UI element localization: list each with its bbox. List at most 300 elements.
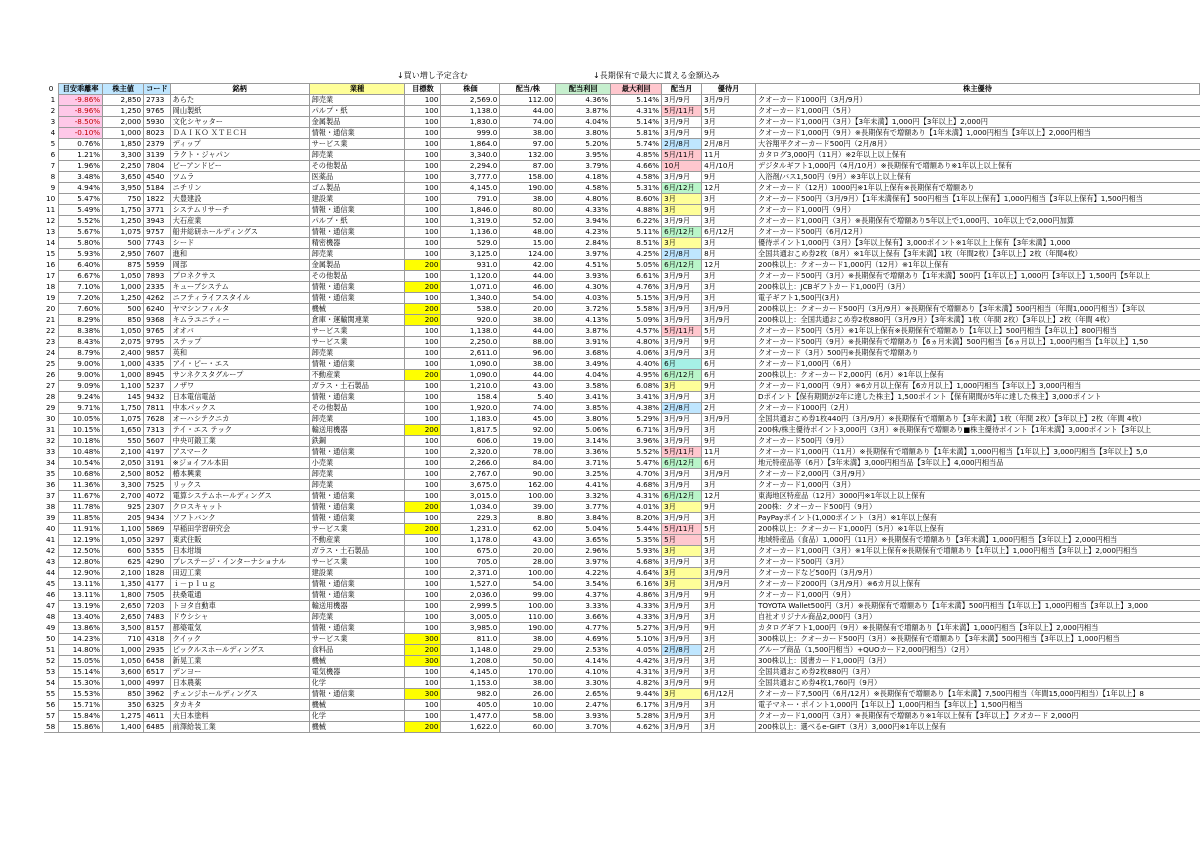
table-row: [44, 315, 1200, 326]
target-shares: 100: [405, 359, 441, 370]
row-no: 39: [44, 513, 59, 524]
dividend-month: 5月/11月: [662, 524, 702, 535]
target-shares: 100: [405, 579, 441, 590]
table-row: [44, 337, 1200, 348]
target-value: 500: [103, 304, 144, 315]
dividend-per-share: 78.00: [500, 447, 556, 458]
target-shares: 300: [405, 689, 441, 700]
max-yield: 4.33%: [611, 612, 662, 623]
target-value: 2,000: [103, 117, 144, 128]
row-no: 4: [44, 128, 59, 139]
max-yield: 4.58%: [611, 172, 662, 183]
row-no: 18: [44, 282, 59, 293]
table-row: [44, 95, 1200, 106]
max-yield: 6.17%: [611, 700, 662, 711]
stock-price: 3,340.0: [441, 150, 500, 161]
benefit-month: 5月: [702, 524, 756, 535]
dividend-per-share: 29.00: [500, 645, 556, 656]
stock-code: 7505: [144, 590, 171, 601]
target-value: 2,100: [103, 568, 144, 579]
benefit-month: 3月: [702, 293, 756, 304]
row-no: 35: [44, 469, 59, 480]
industry: パルプ・紙: [309, 216, 405, 227]
target-value: 3,950: [103, 183, 144, 194]
deviation-rate: 12.50%: [59, 546, 103, 557]
dividend-per-share: 80.00: [500, 205, 556, 216]
stock-code: 8023: [144, 128, 171, 139]
deviation-rate: -8.96%: [59, 106, 103, 117]
target-shares: 100: [405, 194, 441, 205]
dividend-month: 3月/9月: [662, 722, 702, 733]
stock-code: 9765: [144, 326, 171, 337]
industry: 不動産業: [309, 370, 405, 381]
benefit-month: 3月: [702, 667, 756, 678]
dividend-per-share: 90.00: [500, 469, 556, 480]
deviation-rate: 7.60%: [59, 304, 103, 315]
table-row: [44, 249, 1200, 260]
max-yield: 5.35%: [611, 535, 662, 546]
dividend-per-share: 162.00: [500, 480, 556, 491]
row-no: 23: [44, 337, 59, 348]
industry: 建設業: [309, 194, 405, 205]
row-no: 26: [44, 370, 59, 381]
header-notes: [0, 70, 1200, 82]
table-row: [44, 227, 1200, 238]
target-shares: 100: [405, 414, 441, 425]
target-value: 2,075: [103, 337, 144, 348]
table-row: [44, 667, 1200, 678]
max-yield: 5.09%: [611, 315, 662, 326]
dividend-yield: 3.14%: [556, 436, 611, 447]
dividend-per-share: 170.00: [500, 667, 556, 678]
dividend-month: 3月/9月: [662, 480, 702, 491]
stock-price: 920.0: [441, 315, 500, 326]
target-value: 1,400: [103, 722, 144, 733]
table-row: [44, 282, 1200, 293]
benefit-month: 8月: [702, 249, 756, 260]
stock-name: シード: [170, 238, 309, 249]
max-yield: 4.70%: [611, 469, 662, 480]
row-no: 40: [44, 524, 59, 535]
max-yield: 5.10%: [611, 634, 662, 645]
dividend-yield: 3.94%: [556, 216, 611, 227]
row-no: 25: [44, 359, 59, 370]
shareholder-benefit: クオーカード1,000円（9月）: [756, 590, 1200, 601]
table-row: [44, 491, 1200, 502]
stock-code: 2307: [144, 502, 171, 513]
deviation-rate: 10.18%: [59, 436, 103, 447]
stock-name: ＤＡＩＫＯ ＸＴＥＣＨ: [170, 128, 309, 139]
target-shares: 100: [405, 150, 441, 161]
table-row: [44, 205, 1200, 216]
dividend-month: 3月: [662, 546, 702, 557]
max-yield: 4.86%: [611, 590, 662, 601]
stock-price: 1,846.0: [441, 205, 500, 216]
target-shares: 100: [405, 337, 441, 348]
table-row: [44, 194, 1200, 205]
dividend-yield: 2.84%: [556, 238, 611, 249]
stock-price: 1,148.0: [441, 645, 500, 656]
table-row: [44, 678, 1200, 689]
industry: 倉庫・運輸関連業: [309, 315, 405, 326]
dividend-per-share: 58.00: [500, 711, 556, 722]
dividend-month: 5月/11月: [662, 106, 702, 117]
max-yield: 5.11%: [611, 227, 662, 238]
industry: その他製品: [309, 403, 405, 414]
table-row: [44, 568, 1200, 579]
dividend-month: 3月/9月: [662, 612, 702, 623]
target-shares: 100: [405, 381, 441, 392]
benefit-month: 2月: [702, 645, 756, 656]
industry: 金属製品: [309, 260, 405, 271]
deviation-rate: 11.78%: [59, 502, 103, 513]
target-value: 1,350: [103, 579, 144, 590]
stock-code: 7628: [144, 414, 171, 425]
dividend-yield: 2.53%: [556, 645, 611, 656]
dividend-month: 6月/12月: [662, 183, 702, 194]
max-yield: 5.29%: [611, 414, 662, 425]
stock-name: ツムラ: [170, 172, 309, 183]
stock-price: 2,999.5: [441, 601, 500, 612]
dividend-month: 3月: [662, 579, 702, 590]
target-value: 1,250: [103, 106, 144, 117]
row-no: 55: [44, 689, 59, 700]
target-value: 1,050: [103, 656, 144, 667]
stock-name: 船井総研ホールディングス: [170, 227, 309, 238]
stock-name: 大豊建設: [170, 194, 309, 205]
row-no: 6: [44, 150, 59, 161]
dividend-month: 6月/12月: [662, 491, 702, 502]
dividend-per-share: 38.00: [500, 359, 556, 370]
dividend-month: 3月/9月: [662, 700, 702, 711]
stock-code: 7804: [144, 161, 171, 172]
table-row: [44, 183, 1200, 194]
shareholder-benefit: グループ商品（1,500円相当）+QUOカード2,000円相当）（2月）: [756, 645, 1200, 656]
row-no: 13: [44, 227, 59, 238]
industry: パルプ・紙: [309, 106, 405, 117]
deviation-rate: 13.11%: [59, 579, 103, 590]
table-row: [44, 260, 1200, 271]
target-shares: 100: [405, 183, 441, 194]
col-paymonth-header: 配当月: [662, 84, 702, 95]
max-yield: 5.58%: [611, 304, 662, 315]
stock-price: 1,527.0: [441, 579, 500, 590]
dividend-yield: 3.85%: [556, 403, 611, 414]
table-row: [44, 161, 1200, 172]
target-shares: 100: [405, 293, 441, 304]
dividend-yield: 3.30%: [556, 678, 611, 689]
dividend-yield: 4.03%: [556, 293, 611, 304]
shareholder-benefit: クオーカード1,000円（5月）: [756, 106, 1200, 117]
stock-name: クロスキャット: [170, 502, 309, 513]
stock-code: 6485: [144, 722, 171, 733]
stock-name: リックス: [170, 480, 309, 491]
col-div-header: 配当/株: [500, 84, 556, 95]
deviation-rate: 5.52%: [59, 216, 103, 227]
row-no: 52: [44, 656, 59, 667]
shareholder-benefit: 全国共通おこめ券2枚（8月）※1年以上保有【3年未満】1枚（年間2枚）【3年以上】2枚（年間4枚）: [756, 249, 1200, 260]
max-yield: 5.44%: [611, 524, 662, 535]
industry: 情報・通信業: [309, 502, 405, 513]
dividend-yield: 4.04%: [556, 117, 611, 128]
dividend-yield: 4.51%: [556, 260, 611, 271]
table-row: [44, 524, 1200, 535]
deviation-rate: 3.48%: [59, 172, 103, 183]
deviation-rate: 6.67%: [59, 271, 103, 282]
deviation-rate: 10.15%: [59, 425, 103, 436]
table-row: [44, 469, 1200, 480]
stock-price: 2,767.0: [441, 469, 500, 480]
row-no: 41: [44, 535, 59, 546]
shareholder-benefit: 200株以上：クオーカード1,000円（12月）※1年以上保有: [756, 260, 1200, 271]
row-no: 8: [44, 172, 59, 183]
table-row: [44, 150, 1200, 161]
stock-code: 4290: [144, 557, 171, 568]
table-row: [44, 579, 1200, 590]
target-shares: 100: [405, 447, 441, 458]
dividend-yield: 4.69%: [556, 634, 611, 645]
table-row: [44, 590, 1200, 601]
target-shares: 100: [405, 436, 441, 447]
row-no: 54: [44, 678, 59, 689]
table-row: [44, 139, 1200, 150]
stock-name: 早稲田学習研究会: [170, 524, 309, 535]
max-yield: 4.76%: [611, 282, 662, 293]
stock-price: 999.0: [441, 128, 500, 139]
stock-name: ディップ: [170, 139, 309, 150]
table-row: [44, 172, 1200, 183]
dividend-per-share: 97.00: [500, 139, 556, 150]
shareholder-benefit: 地元特産品等（6月）【3年未満】3,000円相当品【3年以上】4,000円相当品: [756, 458, 1200, 469]
stock-name: 英和: [170, 348, 309, 359]
dividend-month: 3月: [662, 689, 702, 700]
benefit-month: 3月: [702, 238, 756, 249]
target-value: 1,750: [103, 205, 144, 216]
dividend-month: 3月/9月: [662, 436, 702, 447]
deviation-rate: 9.00%: [59, 359, 103, 370]
shareholder-benefit: クオーカード500円（6月/12月）: [756, 227, 1200, 238]
benefit-month: 3月: [702, 194, 756, 205]
target-value: 1,050: [103, 535, 144, 546]
stock-code: 7483: [144, 612, 171, 623]
stock-name: あらた: [170, 95, 309, 106]
table-row: [44, 711, 1200, 722]
shareholder-benefit: TOYOTA Wallet500円（3月）※長期保有で増額あり【1年未満】500円相当【1年以上】1,000円相当【3年以上】3,000: [756, 601, 1200, 612]
stock-code: 8052: [144, 469, 171, 480]
stock-price: 1,183.0: [441, 414, 500, 425]
stock-price: 3,675.0: [441, 480, 500, 491]
target-value: 2,500: [103, 469, 144, 480]
benefit-month: 9月: [702, 436, 756, 447]
stock-price: 1,622.0: [441, 722, 500, 733]
stock-name: システムリサーチ: [170, 205, 309, 216]
dividend-yield: 5.20%: [556, 139, 611, 150]
shareholder-benefit: クオーカード500円（9月）※長期保有で増額あり【6ヵ月未満】500円相当【6ヵ月以上】1,000円相当【1年以上】1,50: [756, 337, 1200, 348]
target-value: 2,050: [103, 458, 144, 469]
industry: 情報・通信業: [309, 689, 405, 700]
shareholder-benefit: 電子ギフト1,500円(3月): [756, 293, 1200, 304]
deviation-rate: 11.36%: [59, 480, 103, 491]
target-value: 875: [103, 260, 144, 271]
target-shares: 100: [405, 480, 441, 491]
target-shares: 300: [405, 656, 441, 667]
deviation-rate: 13.40%: [59, 612, 103, 623]
stock-code: 5607: [144, 436, 171, 447]
table-row: [44, 238, 1200, 249]
table-row: [44, 689, 1200, 700]
row-no: 33: [44, 447, 59, 458]
target-value: 1,000: [103, 370, 144, 381]
dividend-month: 2月/8月: [662, 403, 702, 414]
stock-name: 都築電気: [170, 623, 309, 634]
dividend-yield: 3.79%: [556, 161, 611, 172]
benefit-month: 9月: [702, 337, 756, 348]
table-row: [44, 722, 1200, 733]
dividend-yield: 3.66%: [556, 612, 611, 623]
target-value: 1,800: [103, 590, 144, 601]
row-no: 36: [44, 480, 59, 491]
row-no: 3: [44, 117, 59, 128]
stock-code: 8945: [144, 370, 171, 381]
table-row: [44, 601, 1200, 612]
max-yield: 4.31%: [611, 667, 662, 678]
row-no: 50: [44, 634, 59, 645]
col-yield-header: 配当利回: [556, 84, 611, 95]
dividend-per-share: 190.00: [500, 183, 556, 194]
dividend-per-share: 19.00: [500, 436, 556, 447]
max-yield: 8.20%: [611, 513, 662, 524]
shareholder-benefit: デジタルギフト1,000円（4月/10月）※長期保有で増額あり※1年以上以上保有: [756, 161, 1200, 172]
stock-code: 7525: [144, 480, 171, 491]
table-row: [44, 128, 1200, 139]
target-value: 350: [103, 700, 144, 711]
stock-code: 6517: [144, 667, 171, 678]
dividend-yield: 3.84%: [556, 513, 611, 524]
industry: その他製品: [309, 161, 405, 172]
shareholder-benefit: クオーカード500円（3月）※長期保有で増額あり【1年未満】500円【1年以上】1,000円【3年以上】1,500円【5年以上: [756, 271, 1200, 282]
dividend-per-share: 46.00: [500, 282, 556, 293]
deviation-rate: 6.40%: [59, 260, 103, 271]
dividend-per-share: 20.00: [500, 304, 556, 315]
dividend-per-share: 60.00: [500, 722, 556, 733]
stock-price: 1,138.0: [441, 106, 500, 117]
dividend-month: 3月: [662, 568, 702, 579]
dividend-yield: 4.10%: [556, 667, 611, 678]
table-row: [44, 546, 1200, 557]
stock-name: テイ・エス テック: [170, 425, 309, 436]
shareholder-benefit: クオーカード500円（5月）※1年以上保有※長期保有で増額あり【1年以上】500円相当【3年以上】800円相当: [756, 326, 1200, 337]
stock-price: 675.0: [441, 546, 500, 557]
target-shares: 100: [405, 590, 441, 601]
benefit-month: 9月: [702, 623, 756, 634]
shareholder-benefit: 200株以上：JCBギフトカード1,000円（3月）: [756, 282, 1200, 293]
table-row: [44, 645, 1200, 656]
max-yield: 8.51%: [611, 238, 662, 249]
benefit-month: 3月: [702, 425, 756, 436]
row-no: 44: [44, 568, 59, 579]
row-no: 29: [44, 403, 59, 414]
row-no: 7: [44, 161, 59, 172]
benefit-month: 6月/12月: [702, 689, 756, 700]
row-no: 10: [44, 194, 59, 205]
dividend-per-share: 10.00: [500, 700, 556, 711]
deviation-rate: 5.47%: [59, 194, 103, 205]
dividend-month: 3月/9月: [662, 282, 702, 293]
col-code-header: コード: [144, 84, 171, 95]
industry: 鉄鋼: [309, 436, 405, 447]
dividend-month: 3月/9月: [662, 601, 702, 612]
stock-name: サンネクスタグループ: [170, 370, 309, 381]
deviation-rate: 15.71%: [59, 700, 103, 711]
table-row: [44, 447, 1200, 458]
table-row: [44, 656, 1200, 667]
stock-name: 文化シヤッター: [170, 117, 309, 128]
target-shares: 100: [405, 216, 441, 227]
dividend-yield: 3.93%: [556, 711, 611, 722]
target-value: 1,850: [103, 139, 144, 150]
table-row: [44, 359, 1200, 370]
target-shares: 100: [405, 623, 441, 634]
shareholder-benefit: カタログギフト1,000円（9月）※長期保有で増額あり【1年未満】1,000円相当【3年以上】2,000円相当: [756, 623, 1200, 634]
deviation-rate: 15.14%: [59, 667, 103, 678]
target-value: 1,650: [103, 425, 144, 436]
row-no: 17: [44, 271, 59, 282]
stock-name: 田辺工業: [170, 568, 309, 579]
row-no: 1: [44, 95, 59, 106]
target-shares: 100: [405, 491, 441, 502]
benefit-month: 9月: [702, 205, 756, 216]
benefit-month: 3月/9月: [702, 568, 756, 579]
dividend-yield: 5.04%: [556, 524, 611, 535]
max-yield: 5.81%: [611, 128, 662, 139]
target-value: 3,600: [103, 667, 144, 678]
row-no: 12: [44, 216, 59, 227]
industry: 情報・通信業: [309, 623, 405, 634]
stock-price: 2,371.0: [441, 568, 500, 579]
dividend-per-share: 74.00: [500, 403, 556, 414]
stock-price: 1,120.0: [441, 271, 500, 282]
deviation-rate: 1.21%: [59, 150, 103, 161]
dividend-month: 6月/12月: [662, 458, 702, 469]
dividend-month: 3月/9月: [662, 414, 702, 425]
dividend-per-share: 44.00: [500, 271, 556, 282]
max-yield: 5.74%: [611, 139, 662, 150]
stock-code: 1828: [144, 568, 171, 579]
industry: 情報・通信業: [309, 491, 405, 502]
stock-name: 日本坩堝: [170, 546, 309, 557]
deviation-rate: 8.43%: [59, 337, 103, 348]
dividend-per-share: 110.00: [500, 612, 556, 623]
row-no: 45: [44, 579, 59, 590]
stock-price: 2,611.0: [441, 348, 500, 359]
stock-name: 進和: [170, 249, 309, 260]
deviation-rate: 10.48%: [59, 447, 103, 458]
benefit-month: 3月: [702, 656, 756, 667]
benefit-month: 5月: [702, 535, 756, 546]
benefit-month: 3月: [702, 711, 756, 722]
stock-code: 2335: [144, 282, 171, 293]
benefit-month: 3月: [702, 392, 756, 403]
row-no: 53: [44, 667, 59, 678]
stock-code: 6325: [144, 700, 171, 711]
stock-name: ビーアンドビー: [170, 161, 309, 172]
dividend-yield: 4.23%: [556, 227, 611, 238]
shareholder-benefit: クオーカード1,000円（6月）: [756, 359, 1200, 370]
stock-price: 1,071.0: [441, 282, 500, 293]
target-value: 750: [103, 194, 144, 205]
target-value: 1,100: [103, 381, 144, 392]
target-shares: 200: [405, 370, 441, 381]
